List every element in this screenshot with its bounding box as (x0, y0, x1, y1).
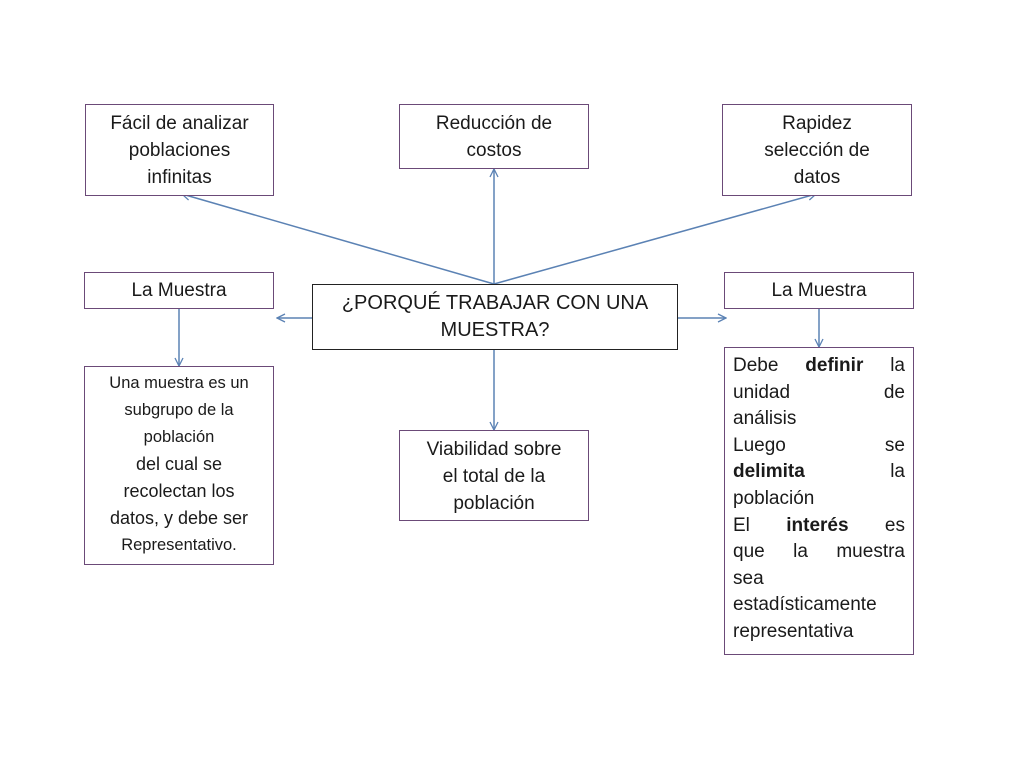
desc-line: Debe definir la (733, 355, 905, 376)
node-easy-to-analyze (85, 104, 274, 196)
node-text-line: ¿PORQUÉ TRABAJAR CON UNA (341, 292, 649, 314)
node-la-muestra-right (724, 272, 914, 309)
node-la-muestra-left (84, 272, 274, 309)
node-text-line: población (453, 493, 535, 514)
node-text-line: Rapidez (782, 113, 852, 134)
node-text-line: Una muestra es un (109, 374, 249, 392)
node-text-line: MUESTRA? (440, 319, 550, 341)
node-text-line: La Muestra (771, 280, 867, 301)
arrow-to-top-left (182, 194, 494, 284)
node-left-description (84, 366, 274, 565)
node-text-line: población (143, 428, 215, 446)
node-text-line: del cual se (135, 454, 223, 474)
node-text-line: el total de la (442, 466, 546, 487)
node-central-question (312, 284, 678, 350)
node-speed (722, 104, 912, 196)
desc-line: población (733, 487, 815, 509)
node-viability (399, 430, 589, 521)
node-text-line: Reducción de (435, 113, 553, 134)
node-right-description (724, 347, 914, 655)
node-text-line: Fácil de analizar (110, 113, 249, 134)
desc-line: Luego se (733, 434, 905, 456)
desc-line: que la muestra (733, 541, 905, 563)
desc-line: estadísticamente (733, 594, 877, 616)
node-text-line: selección de (764, 140, 870, 161)
node-text-line: costos (466, 140, 522, 161)
node-text-line: datos, y debe ser (109, 508, 249, 528)
desc-line: delimita la (733, 461, 905, 483)
desc-line: análisis (733, 408, 797, 430)
node-text-line: Viabilidad sobre (426, 439, 562, 460)
node-text-line: infinitas (147, 167, 212, 188)
desc-line: sea (733, 567, 764, 589)
node-text-line: poblaciones (128, 140, 231, 161)
node-text-line: datos (793, 167, 841, 188)
node-text-line: La Muestra (131, 280, 227, 301)
node-text-line: Representativo. (121, 536, 237, 554)
node-cost-reduction (399, 104, 589, 169)
node-text-line: subgrupo de la (124, 401, 234, 419)
arrow-to-top-right (494, 194, 816, 284)
desc-line: El interés es (733, 514, 905, 536)
desc-line: unidad de (733, 381, 905, 403)
node-text-line: recolectan los (123, 481, 235, 501)
desc-line: representativa (733, 620, 854, 642)
